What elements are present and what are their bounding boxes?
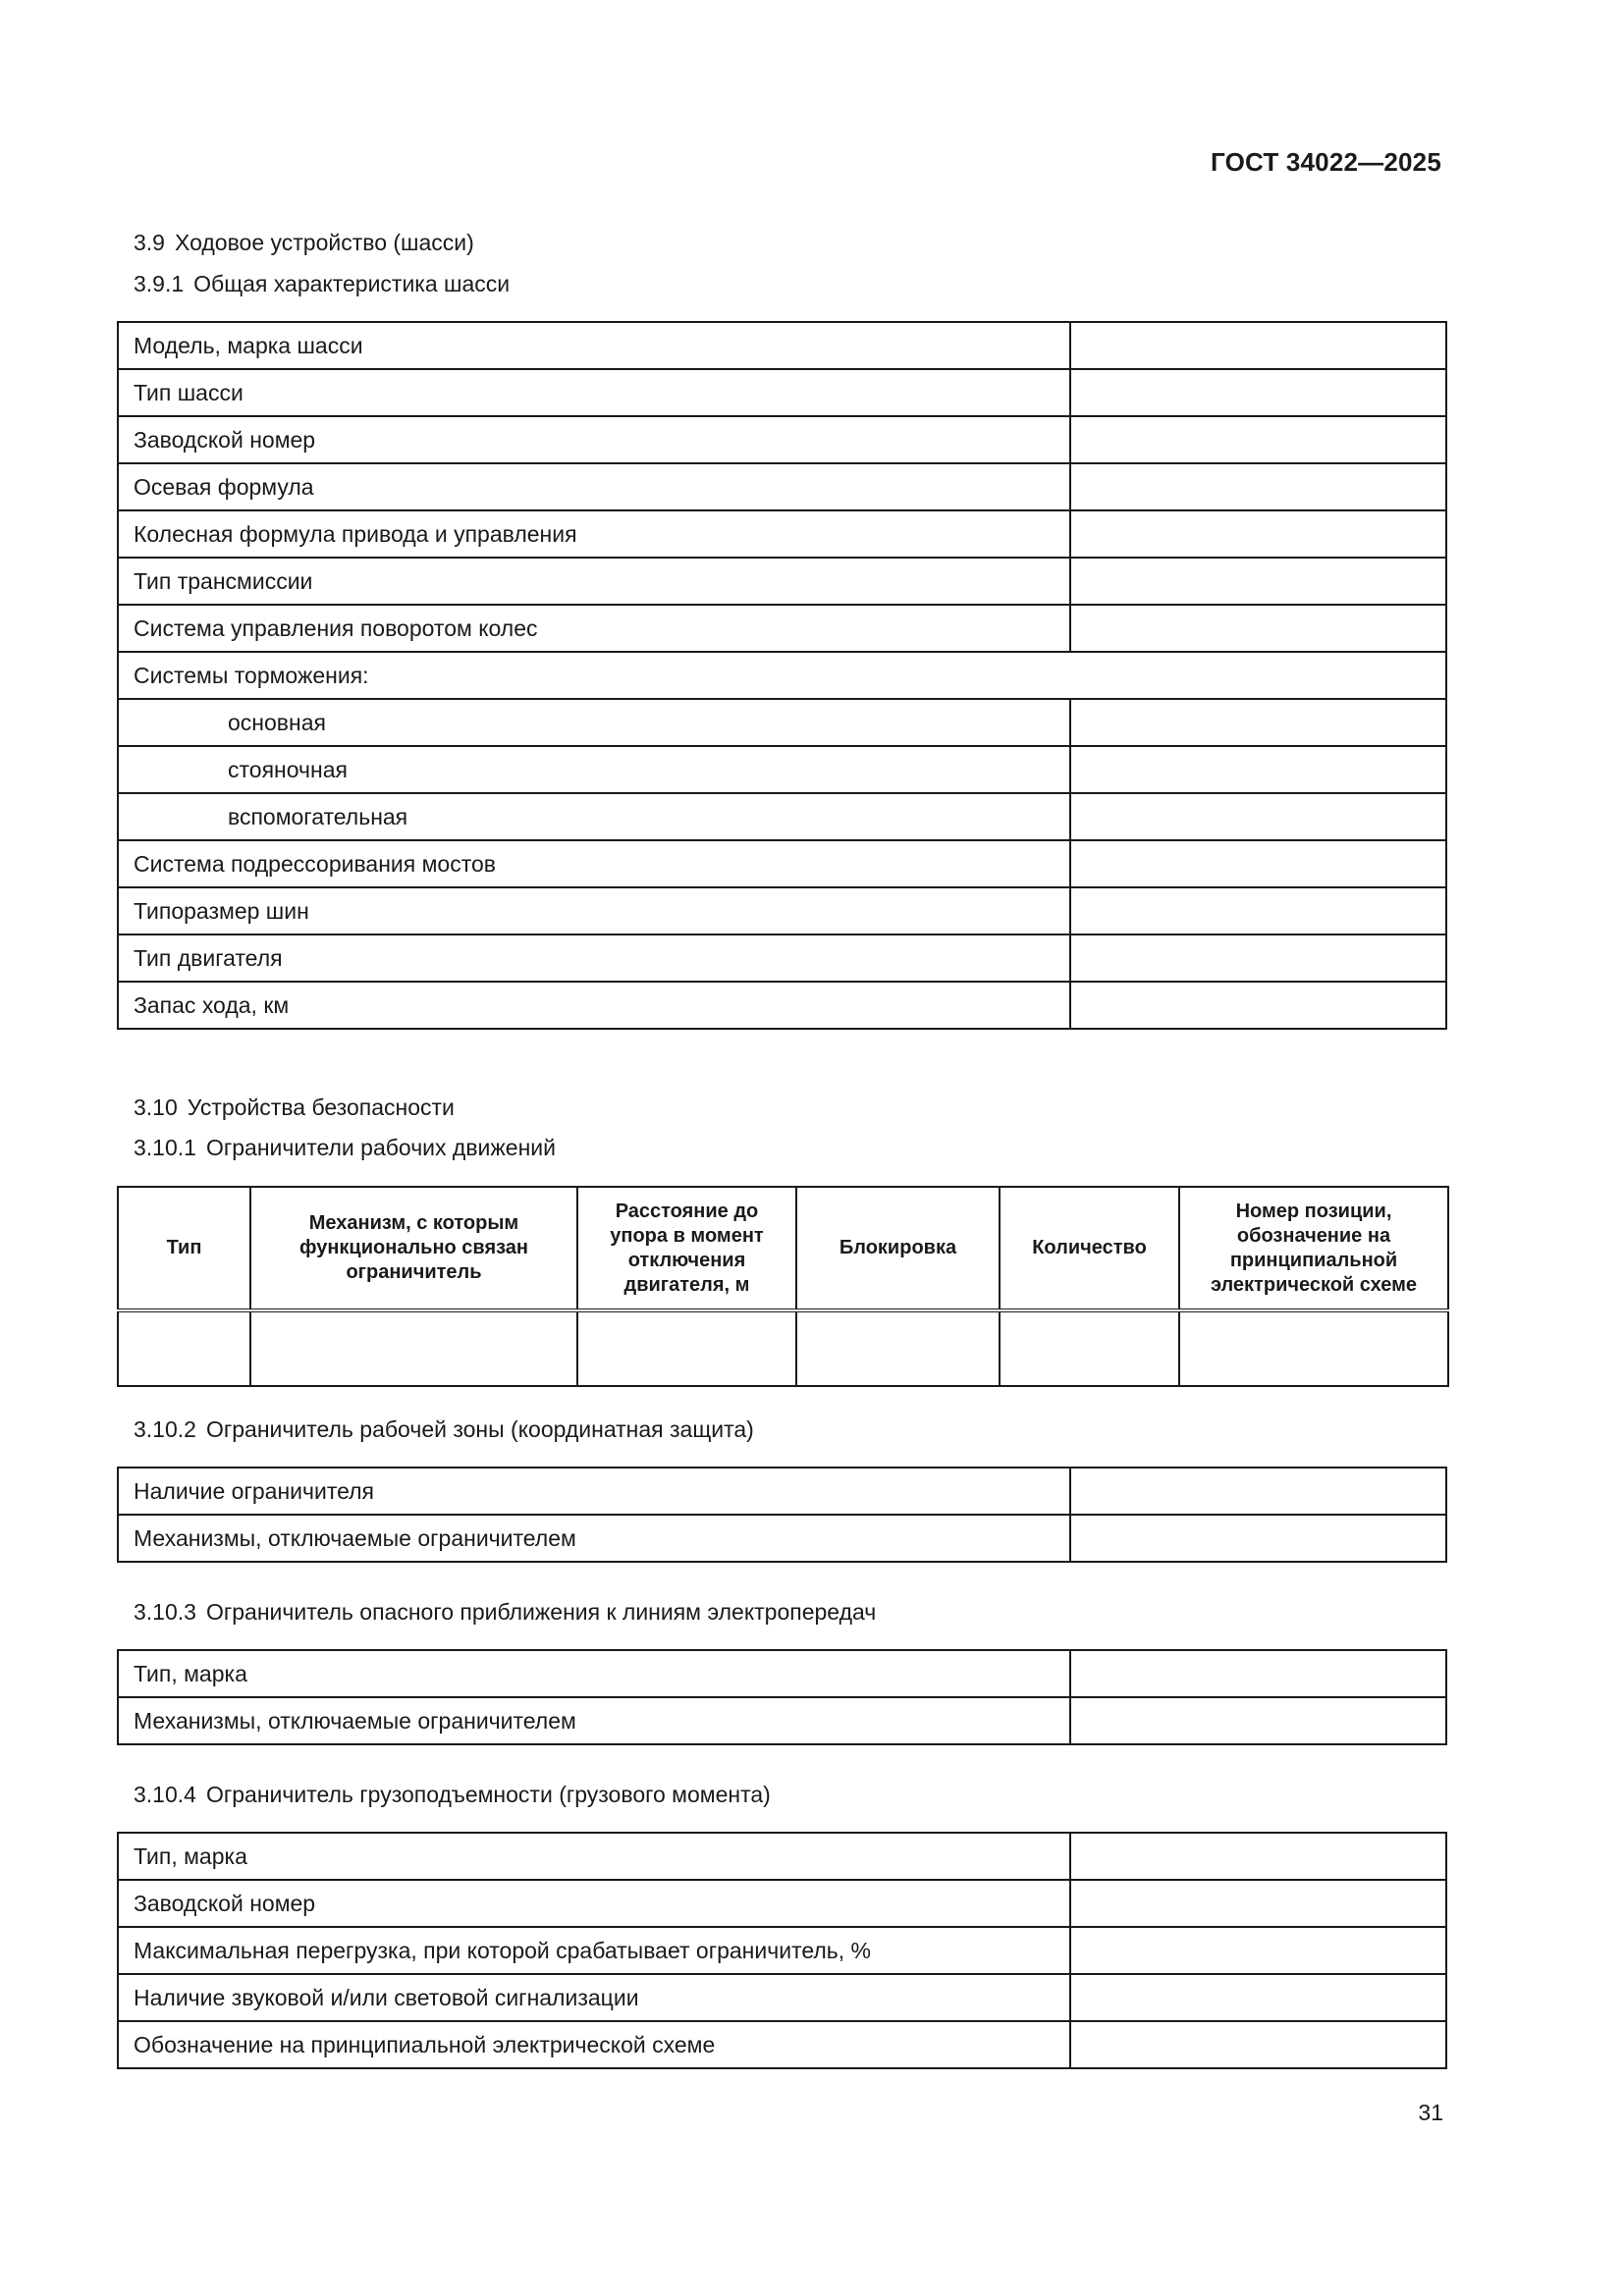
section-number: 3.10.4 — [134, 1782, 196, 1807]
table-row — [118, 1650, 1446, 1697]
table-row — [118, 699, 1446, 746]
table-row — [118, 416, 1446, 463]
table-row — [118, 1468, 1446, 1515]
value-cell[interactable] — [1070, 793, 1446, 840]
value-cell[interactable] — [1070, 1880, 1446, 1927]
section-number: 3.9 — [134, 230, 165, 255]
document-code: ГОСТ 34022—2025 — [1211, 147, 1441, 177]
section-number: 3.9.1 — [134, 271, 185, 296]
value-cell[interactable] — [1070, 416, 1446, 463]
value-cell[interactable] — [1070, 1650, 1446, 1697]
work-zone-limiter-table — [117, 1467, 1447, 1563]
value-cell[interactable] — [1070, 369, 1446, 416]
table-row — [118, 369, 1446, 416]
row-label: Осевая формула — [118, 463, 1070, 510]
table-row — [118, 746, 1446, 793]
row-label: Модель, марка шасси — [118, 322, 1070, 369]
row-label: Заводской номер — [118, 1880, 1070, 1927]
table-cell[interactable] — [118, 1310, 250, 1386]
table-row — [118, 840, 1446, 887]
row-label: Наличие звуковой и/или световой сигнализации — [118, 1974, 1070, 2021]
row-label: Типоразмер шин — [118, 887, 1070, 934]
table-row — [118, 934, 1446, 982]
row-label: Наличие ограничителя — [118, 1468, 1070, 1515]
value-cell[interactable] — [1070, 510, 1446, 558]
row-label: Система управления поворотом колес — [118, 605, 1070, 652]
table-row — [118, 510, 1446, 558]
section-3-10-heading — [134, 1094, 455, 1121]
value-cell[interactable] — [1070, 1974, 1446, 2021]
row-label: Тип двигателя — [118, 934, 1070, 982]
table-row — [118, 1974, 1446, 2021]
value-cell[interactable] — [1070, 558, 1446, 605]
group-label: Системы торможения: — [118, 652, 1446, 699]
table-row — [118, 793, 1446, 840]
table-row — [118, 605, 1446, 652]
table-row — [118, 1880, 1446, 1927]
row-label: Запас хода, км — [118, 982, 1070, 1029]
value-cell[interactable] — [1070, 605, 1446, 652]
load-limiter-table — [117, 1832, 1447, 2069]
section-title: Ограничитель рабочей зоны (координатная защита) — [205, 1416, 754, 1442]
table-row — [118, 982, 1446, 1029]
row-label: Обозначение на принципиальной электрической схеме — [118, 2021, 1070, 2068]
page-number: 31 — [1418, 2100, 1443, 2125]
table-row — [118, 1833, 1446, 1880]
section-title: Общая характеристика шасси — [193, 271, 511, 296]
value-cell[interactable] — [1070, 1697, 1446, 1744]
table-cell[interactable] — [577, 1310, 796, 1386]
section-title: Ограничители рабочих движений — [205, 1135, 556, 1160]
row-label: Тип шасси — [118, 369, 1070, 416]
section-number: 3.10.3 — [134, 1599, 196, 1625]
value-cell[interactable] — [1070, 699, 1446, 746]
value-cell[interactable] — [1070, 322, 1446, 369]
row-label: Тип, марка — [118, 1650, 1070, 1697]
column-header: Тип — [118, 1187, 250, 1310]
value-cell[interactable] — [1070, 1515, 1446, 1562]
table-cell[interactable] — [1179, 1310, 1448, 1386]
value-cell[interactable] — [1070, 934, 1446, 982]
section-number: 3.10 — [134, 1095, 178, 1120]
value-cell[interactable] — [1070, 887, 1446, 934]
row-label: Система подрессоривания мостов — [118, 840, 1070, 887]
table-row — [118, 1927, 1446, 1974]
column-header: Блокировка — [796, 1187, 1000, 1310]
table-row — [118, 558, 1446, 605]
section-3-10-3-heading — [134, 1598, 876, 1626]
table-row — [118, 652, 1446, 699]
table-cell[interactable] — [250, 1310, 577, 1386]
row-label: Максимальная перегрузка, при которой срабатывает ограничитель, % — [118, 1927, 1070, 1974]
table-row — [118, 463, 1446, 510]
section-title: Ограничитель опасного приближения к линиям электропередач — [205, 1599, 877, 1625]
table-cell[interactable] — [1000, 1310, 1179, 1386]
row-label: Механизмы, отключаемые ограничителем — [118, 1515, 1070, 1562]
row-label: вспомогательная — [118, 793, 1070, 840]
row-label: Заводской номер — [118, 416, 1070, 463]
section-3-10-1-heading — [134, 1134, 556, 1161]
table-row — [118, 1310, 1448, 1386]
section-3-9-1-heading — [134, 270, 510, 297]
value-cell[interactable] — [1070, 840, 1446, 887]
value-cell[interactable] — [1070, 1833, 1446, 1880]
powerline-limiter-table — [117, 1649, 1447, 1745]
section-3-9-heading — [134, 229, 474, 256]
row-label: Механизмы, отключаемые ограничителем — [118, 1697, 1070, 1744]
row-label: основная — [118, 699, 1070, 746]
section-3-10-2-heading — [134, 1415, 754, 1443]
section-number: 3.10.2 — [134, 1416, 196, 1442]
section-number: 3.10.1 — [134, 1135, 196, 1160]
table-header-row — [118, 1187, 1448, 1310]
column-header: Количество — [1000, 1187, 1179, 1310]
section-title: Устройства безопасности — [187, 1095, 455, 1120]
section-3-10-4-heading — [134, 1781, 771, 1808]
table-cell[interactable] — [796, 1310, 1000, 1386]
table-row — [118, 1515, 1446, 1562]
column-header: Номер позиции, обозначение на принципиальной электрической схеме — [1179, 1187, 1448, 1310]
column-header: Расстояние до упора в момент отключения двигателя, м — [577, 1187, 796, 1310]
table-row — [118, 2021, 1446, 2068]
row-label: Колесная формула привода и управления — [118, 510, 1070, 558]
value-cell[interactable] — [1070, 1927, 1446, 1974]
value-cell[interactable] — [1070, 1468, 1446, 1515]
section-title: Ходовое устройство (шасси) — [174, 230, 474, 255]
section-title: Ограничитель грузоподъемности (грузового момента) — [205, 1782, 771, 1807]
value-cell[interactable] — [1070, 982, 1446, 1029]
table-row — [118, 887, 1446, 934]
row-label: Тип, марка — [118, 1833, 1070, 1880]
limiters-table — [117, 1186, 1449, 1387]
row-label: Тип трансмиссии — [118, 558, 1070, 605]
chassis-table — [117, 321, 1447, 1030]
row-label: стояночная — [118, 746, 1070, 793]
table-row — [118, 1697, 1446, 1744]
value-cell[interactable] — [1070, 746, 1446, 793]
column-header: Механизм, с которым функционально связан ограничитель — [250, 1187, 577, 1310]
table-row — [118, 322, 1446, 369]
value-cell[interactable] — [1070, 463, 1446, 510]
value-cell[interactable] — [1070, 2021, 1446, 2068]
